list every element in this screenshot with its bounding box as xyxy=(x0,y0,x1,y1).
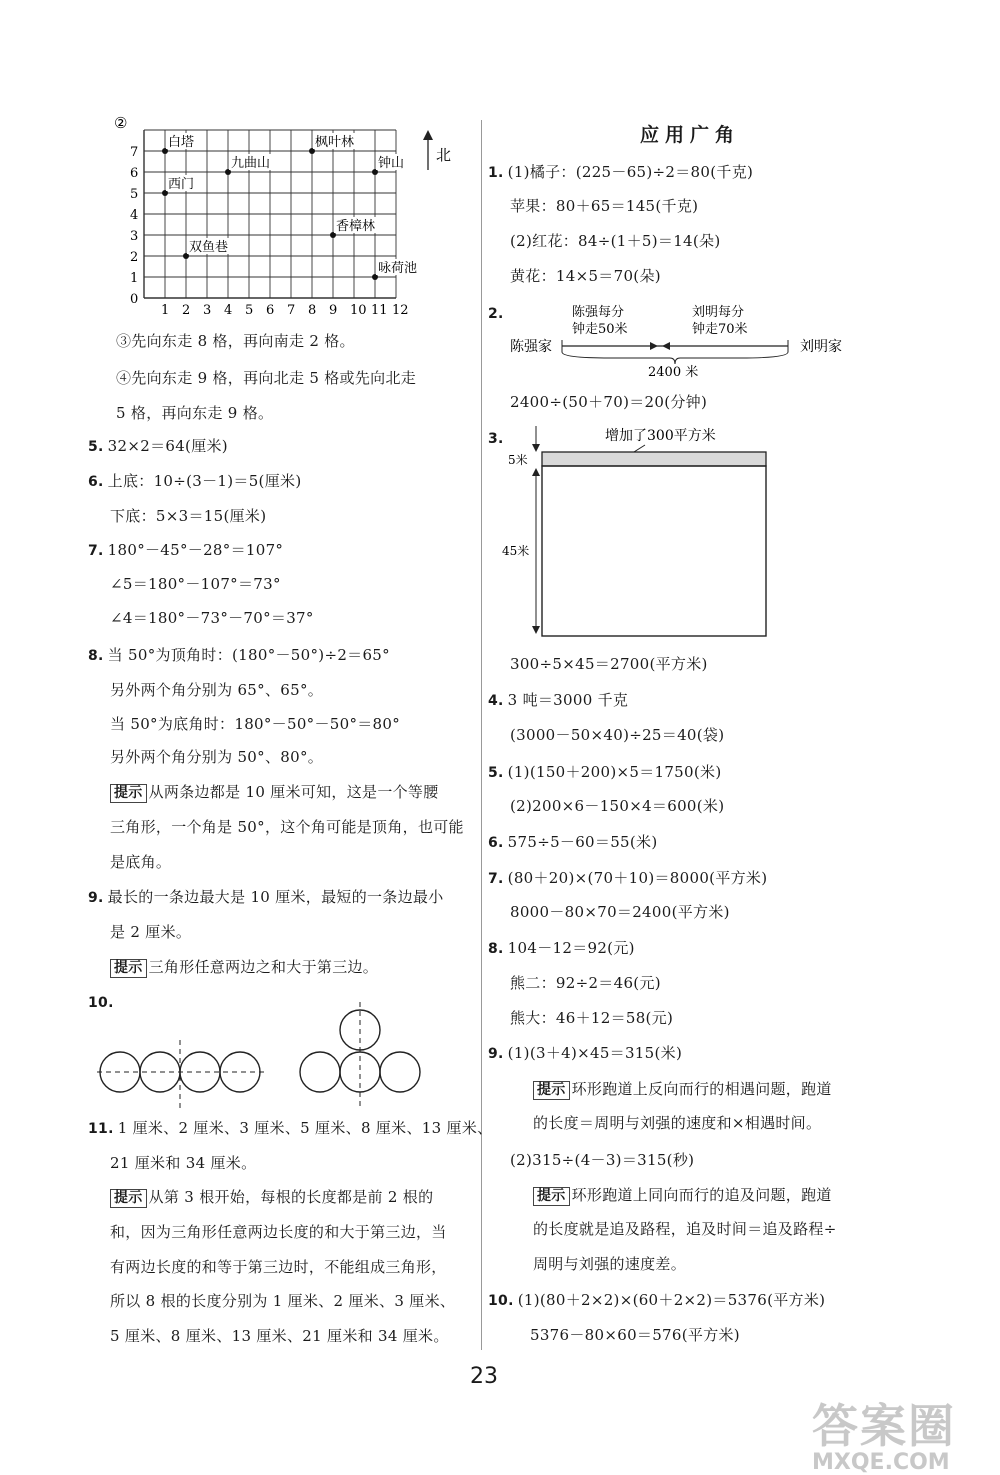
answer-11a: 11. 1 厘米、2 厘米、3 厘米、5 厘米、8 厘米、13 厘米、 xyxy=(88,1119,493,1137)
original-rect xyxy=(542,466,766,636)
x-tick-label: 12 xyxy=(392,303,409,318)
app-answer-8b: 熊二：92÷2＝46(元) xyxy=(510,974,661,992)
hint-11-line3: 有两边长度的和等于第三边时，不能组成三角形， xyxy=(110,1258,447,1276)
app-answer-1a: 1. (1)橘子：(225－65)÷2＝80(千克) xyxy=(488,163,754,181)
app-hint-9-1a: 提示 环形跑道上反向而行的相遇问题，跑道 xyxy=(533,1079,832,1100)
x-tick-label: 6 xyxy=(266,303,275,318)
x-tick-label: 11 xyxy=(371,303,388,318)
x-tick-label: 2 xyxy=(182,303,191,318)
y-tick-label: 6 xyxy=(130,166,139,181)
symmetry-circles-figure xyxy=(95,1000,455,1110)
answer-8b: 另外两个角分别为 65°、65°。 xyxy=(110,681,324,699)
hint-8-line1: 提示 从两条边都是 10 厘米可知，这是一个等腰 xyxy=(110,782,439,803)
answer-8d: 另外两个角分别为 50°、80°。 xyxy=(110,748,324,766)
answer-6a: 6. 上底：10÷(3－1)＝5(厘米) xyxy=(88,472,302,490)
hint-11-line2: 和，因为三角形任意两边长度的和大于第三边，当 xyxy=(110,1223,447,1241)
y-tick-label: 5 xyxy=(130,187,139,202)
north-arrow-head xyxy=(423,130,433,140)
home-right-label: 刘明家 xyxy=(800,339,842,355)
answer-9b: 是 2 厘米。 xyxy=(110,923,192,941)
place-label: 双鱼巷 xyxy=(189,240,229,255)
app-answer-6: 6. 575÷5－60＝55(米) xyxy=(488,833,658,851)
page-number: 23 xyxy=(470,1364,498,1389)
app-answer-3-label: 3. xyxy=(488,431,504,447)
column-divider xyxy=(481,120,482,1350)
distance-label: 2400 米 xyxy=(648,365,699,378)
answer-4-4a: ④先向东走 9 格，再向北走 5 格或先向北走 xyxy=(116,369,417,387)
x-tick-label: 8 xyxy=(308,303,317,318)
speed-label-1b: 钟走50米 xyxy=(572,322,628,337)
place-label: 枫叶林 xyxy=(315,135,355,150)
place-label: 钟山 xyxy=(378,156,405,171)
app-answer-4a: 4. 3 吨＝3000 千克 xyxy=(488,691,629,709)
x-tick-label: 9 xyxy=(329,303,338,318)
north-label: 北 xyxy=(436,146,452,164)
app-answer-4b: (3000－50×40)÷25＝40(袋) xyxy=(510,726,725,744)
app-answer-5b: (2)200×6－150×4＝600(米) xyxy=(510,797,725,815)
answer-7a: 7. 180°－45°－28°＝107° xyxy=(88,541,284,559)
answer-8c: 当 50°为底角时：180°－50°－50°＝80° xyxy=(110,715,401,733)
hint-badge: 提示 xyxy=(533,1081,570,1100)
rectangle-diagram xyxy=(500,420,800,645)
speed-label-2a: 刘明每分 xyxy=(692,305,745,320)
answer-11b: 21 厘米和 34 厘米。 xyxy=(110,1154,257,1172)
app-answer-2-label: 2. xyxy=(488,306,504,322)
y-tick-label: 2 xyxy=(130,250,139,265)
answer-4-4b: 5 格，再向东走 9 格。 xyxy=(116,404,274,422)
app-answer-9b: (2)315÷(4－3)＝315(秒) xyxy=(510,1151,695,1169)
area-increase-label: 增加了300平方米 xyxy=(605,428,716,444)
hint-badge: 提示 xyxy=(110,784,147,803)
grid-label: ② xyxy=(114,114,128,132)
hint-badge: 提示 xyxy=(110,959,147,978)
app-answer-1c: (2)红花：84÷(1＋5)＝14(朵) xyxy=(510,232,721,250)
answer-10-label: 10. xyxy=(88,995,114,1011)
x-tick-label: 5 xyxy=(245,303,254,318)
app-answer-10b: 5376－80×60＝576(平方米) xyxy=(530,1326,740,1344)
x-tick-label: 10 xyxy=(350,303,367,318)
distance-diagram xyxy=(500,298,890,378)
y-tick-label: 4 xyxy=(130,208,139,223)
place-label: 咏荷池 xyxy=(378,261,418,276)
y-tick-label: 7 xyxy=(130,145,139,160)
app-answer-1d: 黄花：14×5＝70(朵) xyxy=(510,267,661,285)
hint-11-line1: 提示 从第 3 根开始，每根的长度都是前 2 根的 xyxy=(110,1187,433,1208)
section-title: 应用广角 xyxy=(640,124,741,146)
hint-11-line4: 所以 8 根的长度分别为 1 厘米、2 厘米、3 厘米、 xyxy=(110,1292,456,1310)
y-tick-label: 0 xyxy=(130,292,139,307)
watermark-logo: 答案圈 MXQE.COM xyxy=(812,1399,956,1475)
hint-8-line3: 是底角。 xyxy=(110,853,172,871)
app-answer-10a: 10. (1)(80＋2×2)×(60＋2×2)＝5376(平方米) xyxy=(488,1291,826,1309)
speed-label-2b: 钟走70米 xyxy=(692,322,748,337)
app-answer-3a: 300÷5×45＝2700(平方米) xyxy=(510,655,708,673)
answer-8a: 8. 当 50°为顶角时：(180°－50°)÷2＝65° xyxy=(88,646,390,664)
app-hint-9-2b: 的长度就是追及路程，追及时间＝追及路程÷ xyxy=(533,1220,837,1238)
app-answer-2a: 2400÷(50＋70)＝20(分钟) xyxy=(510,393,708,411)
arrow-right-icon xyxy=(650,342,658,350)
hint-9: 提示 三角形任意两边之和大于第三边。 xyxy=(110,957,378,978)
answer-7b: ∠5＝180°－107°＝73° xyxy=(110,575,281,593)
x-tick-label: 7 xyxy=(287,303,296,318)
app-hint-9-2a: 提示 环形跑道上同向而行的追及问题，跑道 xyxy=(533,1185,832,1206)
app-answer-8a: 8. 104－12＝92(元) xyxy=(488,939,635,957)
app-answer-7b: 8000－80×70＝2400(平方米) xyxy=(510,903,730,921)
hint-11-line5: 5 厘米、8 厘米、13 厘米、21 厘米和 34 厘米。 xyxy=(110,1327,449,1345)
hint-badge: 提示 xyxy=(533,1187,570,1206)
coordinate-grid xyxy=(110,110,470,325)
speed-label-1a: 陈强每分 xyxy=(572,305,625,320)
place-label: 香樟林 xyxy=(336,219,376,234)
y-tick-label: 1 xyxy=(130,271,139,286)
app-answer-1b: 苹果：80＋65＝145(千克) xyxy=(510,197,699,215)
answer-7c: ∠4＝180°－73°－70°＝37° xyxy=(110,609,314,627)
answer-9a: 9. 最长的一条边最大是 10 厘米，最短的一条边最小 xyxy=(88,888,444,906)
width-5m-label: 5米 xyxy=(508,453,528,467)
answer-6b: 下底：5×3＝15(厘米) xyxy=(110,507,267,525)
arrow-left-icon xyxy=(662,342,670,350)
x-tick-label: 1 xyxy=(161,303,170,318)
x-tick-label: 3 xyxy=(203,303,212,318)
app-answer-8c: 熊大：46＋12＝58(元) xyxy=(510,1009,674,1027)
y-tick-label: 3 xyxy=(130,229,139,244)
home-left-label: 陈强家 xyxy=(510,339,552,355)
place-label: 西门 xyxy=(168,177,195,192)
app-hint-9-2c: 周明与刘强的速度差。 xyxy=(533,1255,687,1273)
answer-4-3: ③先向东走 8 格，再向南走 2 格。 xyxy=(116,332,355,350)
place-label: 九曲山 xyxy=(231,156,271,171)
answer-5: 5. 32×2＝64(厘米) xyxy=(88,437,228,455)
app-hint-9-1b: 的长度＝周明与刘强的速度和×相遇时间。 xyxy=(533,1114,822,1132)
added-strip xyxy=(542,452,766,466)
x-tick-label: 4 xyxy=(224,303,233,318)
hint-badge: 提示 xyxy=(110,1189,147,1208)
app-answer-9a: 9. (1)(3＋4)×45＝315(米) xyxy=(488,1044,683,1062)
distance-brace xyxy=(562,352,788,364)
hint-8-line2: 三角形，一个角是 50°，这个角可能是顶角，也可能 xyxy=(110,818,464,836)
app-answer-5a: 5. (1)(150＋200)×5＝1750(米) xyxy=(488,763,722,781)
height-45m-label: 45米 xyxy=(502,544,530,558)
app-answer-7a: 7. (80＋20)×(70＋10)＝8000(平方米) xyxy=(488,869,768,887)
place-label: 白塔 xyxy=(168,135,195,150)
